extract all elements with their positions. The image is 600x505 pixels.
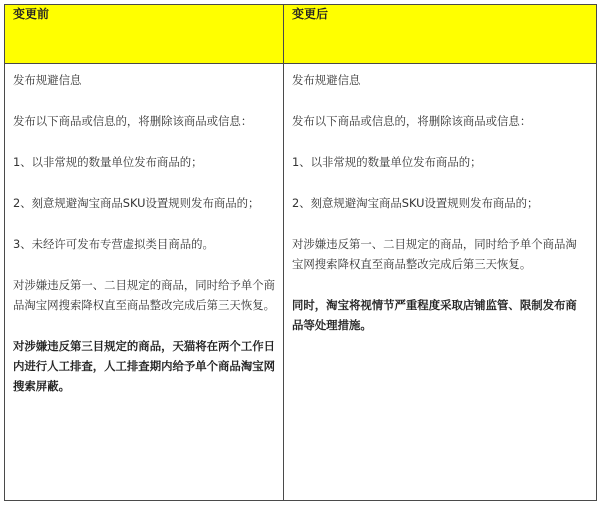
after-paragraph-bold: 同时，淘宝将视情节严重程度采取店铺监管、限制发布商品等处理措施。 xyxy=(292,298,577,332)
after-paragraph: 发布以下商品或信息的，将删除该商品或信息： xyxy=(292,114,532,128)
before-paragraph: 对涉嫌违反第一、二目规定的商品，同时给予单个商品淘宝网搜索降权直至商品整改完成后第三天恢复。 xyxy=(13,278,275,312)
before-paragraph: 发布规避信息 xyxy=(13,73,82,87)
content-row xyxy=(5,64,597,501)
header-after: 变更后 xyxy=(284,5,597,64)
after-paragraph: 对涉嫌违反第一、二目规定的商品，同时给予单个商品淘宝网搜索降权直至商品整改完成后第三天恢复。 xyxy=(292,237,577,271)
after-paragraph: 发布规避信息 xyxy=(292,73,361,87)
comparison-table xyxy=(4,4,597,501)
before-paragraph-bold: 对涉嫌违反第三目规定的商品，天猫将在两个工作日内进行人工排查，人工排查期内给予单个商品淘宝网搜索屏蔽。 xyxy=(13,339,275,393)
before-paragraph: 3、未经许可发布专营虚拟类目商品的。 xyxy=(13,237,214,251)
header-row xyxy=(5,5,597,64)
after-column xyxy=(284,64,597,501)
comparison-table-wrapper xyxy=(4,4,596,501)
before-paragraph: 发布以下商品或信息的，将删除该商品或信息： xyxy=(13,114,253,128)
before-paragraph: 1、以非常规的数量单位发布商品的； xyxy=(13,155,203,169)
after-paragraph: 2、刻意规避淘宝商品SKU设置规则发布商品的； xyxy=(292,196,539,210)
before-paragraph: 2、刻意规避淘宝商品SKU设置规则发布商品的； xyxy=(13,196,260,210)
header-before: 变更前 xyxy=(5,5,284,64)
before-column xyxy=(5,64,284,501)
after-paragraph: 1、以非常规的数量单位发布商品的； xyxy=(292,155,482,169)
